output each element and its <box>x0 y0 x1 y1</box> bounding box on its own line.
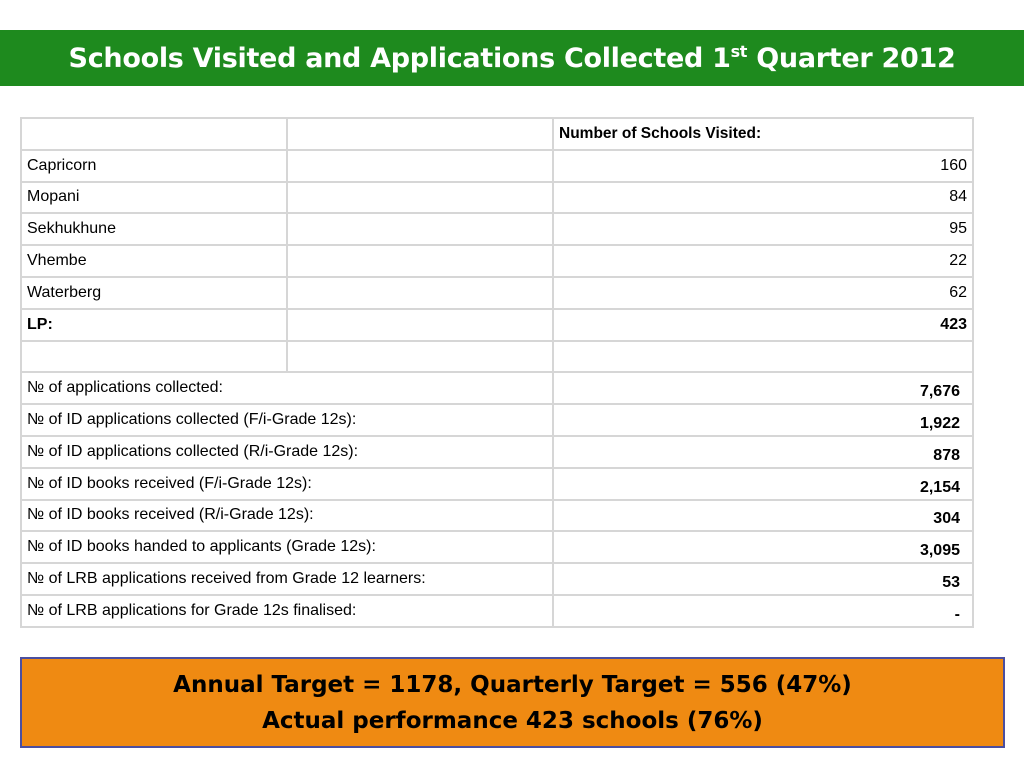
slide-title: Schools Visited and Applications Collected 1st Quarter 2012 <box>68 41 956 74</box>
application-label: № of ID books received (R/i-Grade 12s): <box>21 500 553 532</box>
application-label: № of LRB applications for Grade 12s finalised: <box>21 595 553 627</box>
application-label: № of ID applications collected (F/i-Grade 12s): <box>21 404 553 436</box>
application-label: № of ID books received (F/i-Grade 12s): <box>21 468 553 500</box>
district-value: 160 <box>553 150 973 182</box>
application-label: № of applications collected: <box>21 372 553 404</box>
district-value: 62 <box>553 277 973 309</box>
application-value: 2,154 <box>553 468 973 500</box>
district-value: 84 <box>553 182 973 214</box>
summary-performance-line: Actual performance 423 schools (76%) <box>262 707 763 734</box>
application-value: 53 <box>553 563 973 595</box>
table-row <box>21 213 973 245</box>
district-name: Waterberg <box>21 277 287 309</box>
table-row <box>21 277 973 309</box>
table-row <box>21 468 973 500</box>
table-row <box>21 500 973 532</box>
application-value: 3,095 <box>553 531 973 563</box>
application-label: № of ID applications collected (R/i-Grade 12s): <box>21 436 553 468</box>
application-value: - <box>553 595 973 627</box>
schools-visited-header: Number of Schools Visited: <box>553 118 973 150</box>
district-name: Sekhukhune <box>21 213 287 245</box>
summary-target-line: Annual Target = 1178, Quarterly Target = 556 (47%) <box>173 671 852 698</box>
table-row <box>21 182 973 214</box>
schools-table <box>20 117 974 628</box>
table-row <box>21 595 973 627</box>
district-name: Mopani <box>21 182 287 214</box>
summary-box <box>20 657 1005 748</box>
empty-row <box>21 341 973 373</box>
table-row <box>21 436 973 468</box>
application-label: № of LRB applications received from Grade 12 learners: <box>21 563 553 595</box>
application-label: № of ID books handed to applicants (Grade 12s): <box>21 531 553 563</box>
district-name: Capricorn <box>21 150 287 182</box>
total-value: 423 <box>553 309 973 341</box>
application-value: 1,922 <box>553 404 973 436</box>
table-row <box>21 150 973 182</box>
application-value: 7,676 <box>553 372 973 404</box>
district-name: Vhembe <box>21 245 287 277</box>
application-value: 304 <box>553 500 973 532</box>
title-bar <box>0 30 1024 86</box>
table-row <box>21 404 973 436</box>
total-row <box>21 309 973 341</box>
table-row <box>21 563 973 595</box>
title-superscript: st <box>730 41 748 61</box>
table-row <box>21 245 973 277</box>
total-label: LP: <box>21 309 287 341</box>
table-row <box>21 372 973 404</box>
application-value: 878 <box>553 436 973 468</box>
district-value: 95 <box>553 213 973 245</box>
table-row <box>21 531 973 563</box>
table-header-row <box>21 118 973 150</box>
district-value: 22 <box>553 245 973 277</box>
